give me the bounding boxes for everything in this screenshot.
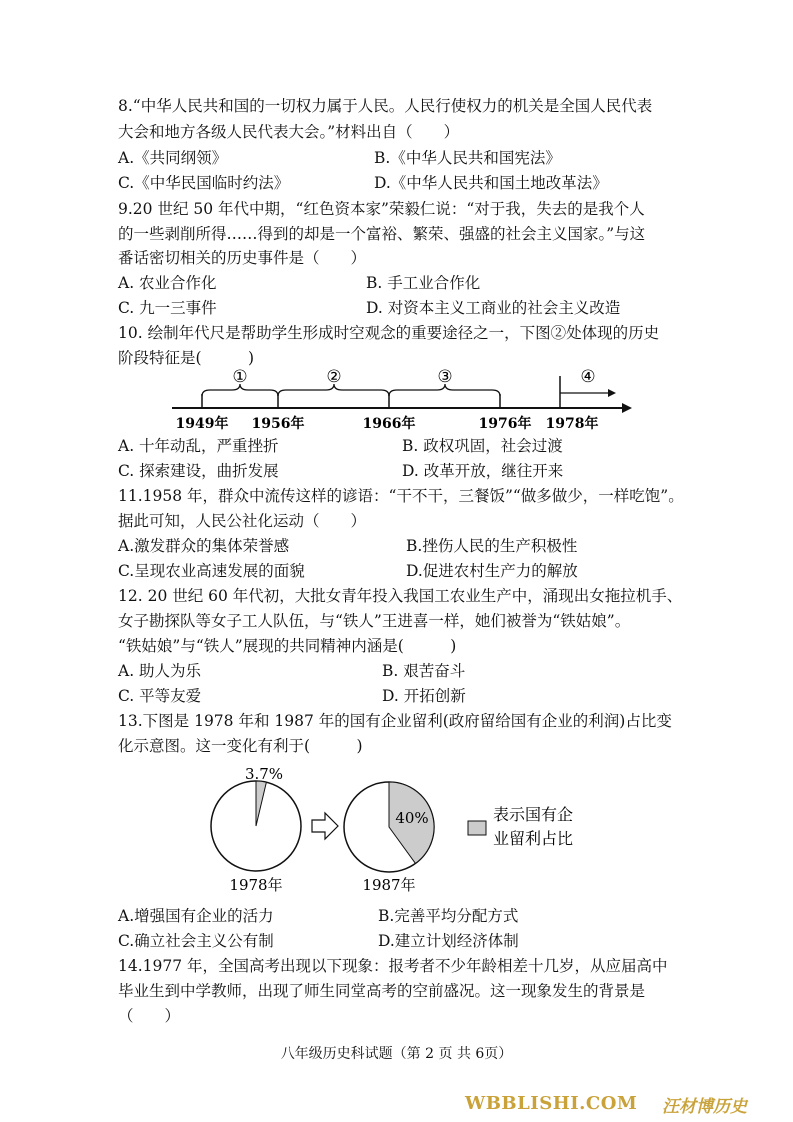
q10-year-1966: 1966年: [362, 416, 416, 432]
q10-marker-4: ④: [580, 367, 596, 387]
q10-option-a: A. 十年动乱，严重挫折: [118, 437, 279, 455]
q13-option-d: D.建立计划经济体制: [378, 932, 519, 950]
q12-option-c: C. 平等友爱: [118, 687, 202, 705]
q8-option-c: C.《中华民国临时约法》: [118, 174, 290, 192]
arrow-icon: [312, 813, 338, 839]
legend-text-line2: 业留利占比: [493, 829, 574, 848]
q8-stem-line1: 8.“中华人民共和国的一切权力属于人民。人民行使权力的机关是全国人民代表: [118, 97, 653, 115]
q11-option-a: A.激发群众的集体荣誉感: [118, 537, 290, 555]
q9-stem-line2: 的一些剥削所得……得到的却是一个富裕、繁荣、强盛的社会主义国家。”与这: [118, 225, 646, 243]
watermark-url: WBBLISHI.COM: [465, 1093, 638, 1114]
q11-stem-line2: 据此可知，人民公社化运动（ ）: [118, 512, 367, 530]
q13-option-c: C.确立社会主义公有制: [118, 932, 274, 950]
q8-option-d: D.《中华人民共和国土地改革法》: [374, 174, 608, 192]
pie-1987-label: 40%: [395, 809, 429, 827]
q12-stem-line2: 女子勘探队等女子工人队伍，与“铁人”王进喜一样，她们被誉为“铁姑娘”。: [118, 612, 631, 630]
q10-timeline: [160, 366, 640, 436]
q13-option-b: B.完善平均分配方式: [378, 907, 519, 925]
q9-stem-line3: 番话密切相关的历史事件是（ ）: [118, 249, 367, 267]
q10-year-1949: 1949年: [175, 416, 229, 432]
q13-stem-line1: 13.下图是 1978 年和 1987 年的国有企业留利(政府留给国有企业的利润)占比变: [118, 712, 672, 730]
page-footer: 八年级历史科试题（第 2 页 共 6页）: [280, 1046, 513, 1062]
pie-1978-label: 3.7%: [244, 765, 284, 783]
q10-stem-line2: 阶段特征是( ): [118, 349, 255, 367]
pie-1987-year: 1987年: [362, 876, 416, 894]
q12-stem-line1: 12. 20 世纪 60 年代初，大批女青年投入我国工农业生产中，涌现出女拖拉机手、: [118, 587, 683, 605]
pie-1978-year: 1978年: [229, 876, 283, 894]
q13-pie-chart-figure: [200, 758, 600, 898]
q9-option-d: D. 对资本主义工商业的社会主义改造: [366, 299, 621, 317]
q10-stem-line1: 10. 绘制年代尺是帮助学生形成时空观念的重要途径之一，下图②处体现的历史: [118, 324, 660, 342]
q10-marker-2: ②: [326, 367, 342, 387]
q10-option-d: D. 改革开放，继往开来: [402, 462, 564, 480]
q10-year-1976: 1976年: [478, 416, 532, 432]
legend-text-line1: 表示国有企: [493, 805, 574, 824]
q14-stem-line1: 14.1977 年，全国高考出现以下现象：报考者不少年龄相差十几岁，从应届高中: [118, 957, 668, 975]
q9-stem-line1: 9.20 世纪 50 年代中期，“红色资本家”荣毅仁说：“对于我，失去的是我个人: [118, 200, 645, 218]
legend-swatch: [468, 821, 486, 835]
q8-stem-line2: 大会和地方各级人民代表大会。”材料出自（ ）: [118, 123, 460, 141]
q11-option-c: C.呈现农业高速发展的面貌: [118, 562, 305, 580]
q10-option-c: C. 探索建设，曲折发展: [118, 462, 279, 480]
q10-year-1978: 1978年: [545, 416, 599, 432]
q10-year-1956: 1956年: [251, 416, 305, 432]
q8-option-b: B.《中华人民共和国宪法》: [374, 149, 561, 167]
q8-option-a: A.《共同纲领》: [118, 149, 228, 167]
q9-option-a: A. 农业合作化: [118, 274, 217, 292]
q9-option-c: C. 九一三事件: [118, 299, 217, 317]
q14-stem-line3: （ ）: [118, 1007, 181, 1025]
q10-option-b: B. 政权巩固，社会过渡: [402, 437, 563, 455]
q11-option-d: D.促进农村生产力的解放: [406, 562, 578, 580]
q11-stem-line1: 11.1958 年，群众中流传这样的谚语：“干不干，三餐饭”“做多做少，一样吃饱”。: [118, 487, 684, 505]
watermark-logo-text: 汪材博历史: [662, 1097, 747, 1117]
q14-stem-line2: 毕业生到中学教师，出现了师生同堂高考的空前盛况。这一现象发生的背景是: [118, 982, 646, 1000]
q11-option-b: B.挫伤人民的生产积极性: [406, 537, 578, 555]
q10-marker-3: ③: [437, 367, 453, 387]
q12-option-a: A. 助人为乐: [118, 662, 202, 680]
q13-option-a: A.增强国有企业的活力: [118, 907, 274, 925]
q13-stem-line2: 化示意图。这一变化有利于( ): [118, 737, 363, 755]
q12-option-b: B. 艰苦奋斗: [382, 662, 466, 680]
q10-marker-1: ①: [232, 367, 248, 387]
q12-stem-line3: “铁姑娘”与“铁人”展现的共同精神内涵是( ): [118, 637, 457, 655]
q9-option-b: B. 手工业合作化: [366, 274, 481, 292]
q12-option-d: D. 开拓创新: [382, 687, 466, 705]
